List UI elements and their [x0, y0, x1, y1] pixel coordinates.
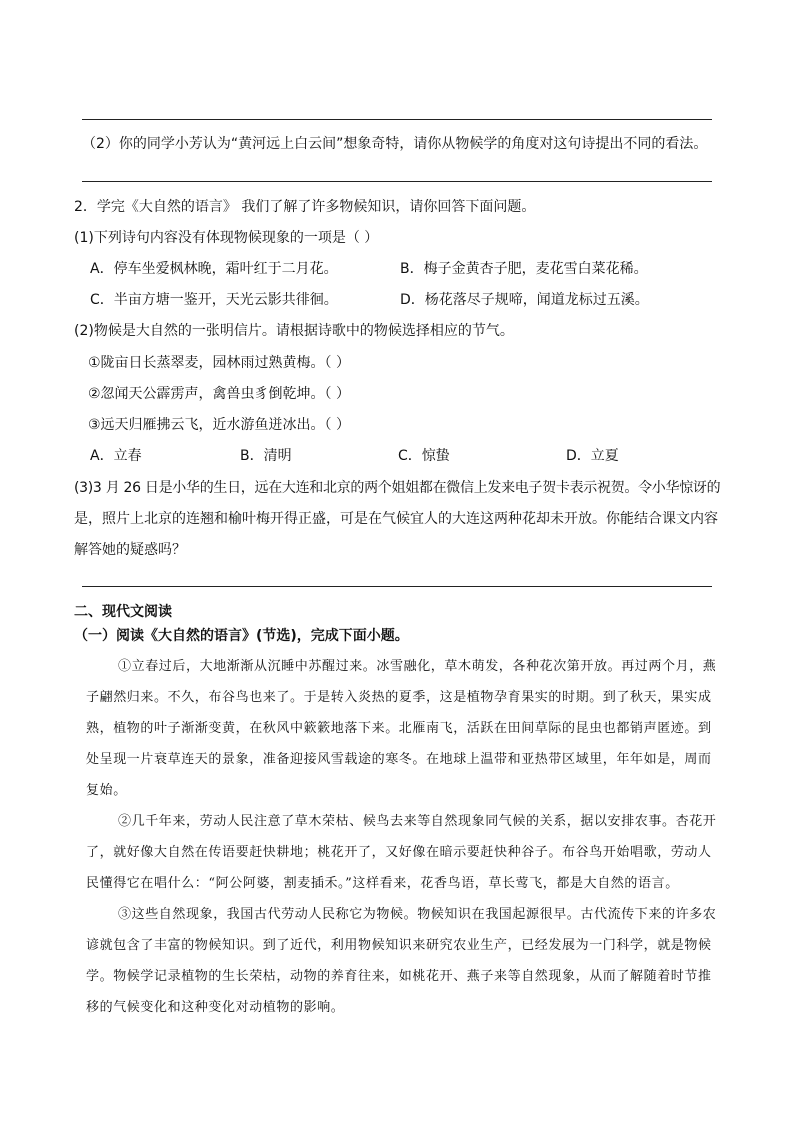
poem-item-2: ②忽闻天公霹雳声，禽兽虫豸倒乾坤。（ ）	[88, 386, 350, 402]
q2-sub3-line: (3)3 月 26 日是小华的生日，远在大连和北京的两个姐姐都在微信上发来电子贺卡表示祝贺。令小华惊讶的	[74, 480, 721, 496]
answer-line	[82, 586, 712, 587]
q2-sub3-line: 解答她的疑惑吗？	[74, 542, 186, 558]
passage-line: ①立春过后，大地渐渐从沉睡中苏醒过来。冰雪融化，草木萌发，各种花次第开放。再过两个月，燕	[118, 659, 717, 674]
poem-item-1: ①陇亩日长蒸翠麦，园林雨过熟黄梅。（ ）	[88, 355, 350, 371]
choice-b: B．清明	[240, 448, 292, 464]
passage-line: 复始。	[86, 783, 127, 798]
q2-sub3-line: 是，照片上北京的连翘和榆叶梅开得正盛，可是在气候宜人的大连这两种花却未开放。你能结合课文内容	[74, 511, 718, 527]
passage-line: 谚就包含了丰富的物候知识。到了近代，利用物候知识来研究农业生产，已经发展为一门科学，就是物候	[86, 938, 712, 953]
option-c: C．半亩方塘一鉴开，天光云影共徘徊。	[90, 292, 338, 308]
section-heading: 二、现代文阅读	[74, 604, 172, 620]
option-d: D．杨花落尽子规啼，闻道龙标过五溪。	[400, 292, 649, 308]
passage-line: 了，就好像大自然在传语要赶快耕地；桃花开了，又好像在暗示要赶快种谷子。布谷鸟开始唱歌，劳动人	[86, 845, 712, 860]
passage-line: 移的气候变化和这种变化对动植物的影响。	[86, 1000, 345, 1015]
answer-line	[82, 119, 712, 120]
answer-line	[82, 181, 712, 182]
passage-line: 熟，植物的叶子渐渐变黄，在秋风中簌簌地落下来。北雁南飞，活跃在田间草际的昆虫也都销声匿迹。到	[86, 721, 712, 736]
passage-line: 民懂得它在唱什么：“阿公阿婆，割麦插禾。”这样看来，花香鸟语，草长莺飞，都是大自然的语言。	[86, 876, 679, 891]
passage-line: ②几千年来，劳动人民注意了草木荣枯、候鸟去来等自然现象同气候的关系，据以安排农事。杏花开	[118, 814, 717, 829]
section-subheading: （一）阅读《大自然的语言》(节选)，完成下面小题。	[74, 628, 409, 644]
option-a: A．停车坐爱枫林晚，霜叶红于二月花。	[90, 261, 338, 277]
passage-line: 子翩然归来。不久，布谷鸟也来了。于是转入炎热的夏季，这是植物孕育果实的时期。到了秋天，果实成	[86, 690, 712, 705]
choice-a: A．立春	[90, 448, 142, 464]
q2-sub1-question: (1)下列诗句内容没有体现物候现象的一项是（ ）	[74, 230, 379, 246]
passage-line: 学。物候学记录植物的生长荣枯，动物的养育往来，如桃花开、燕子来等自然现象，从而了解随着时节推	[86, 969, 712, 984]
option-b: B．梅子金黄杏子肥，麦花雪白菜花稀。	[400, 261, 648, 277]
q1-part2-text: （2）你的同学小芳认为“黄河远上白云间”想象奇特，请你从物候学的角度对这句诗提出不同的看法。	[82, 136, 708, 152]
passage-line: 处呈现一片衰草连天的景象，准备迎接风雪载途的寒冬。在地球上温带和亚热带区域里，年年如是，周而	[86, 752, 712, 767]
q2-sub2-question: (2)物候是大自然的一张明信片。请根据诗歌中的物候选择相应的节气。	[74, 323, 514, 339]
choice-c: C．惊蛰	[398, 448, 450, 464]
poem-item-3: ③远天归雁拂云飞，近水游鱼迸冰出。（ ）	[88, 417, 350, 433]
passage-line: ③这些自然现象，我国古代劳动人民称它为物候。物候知识在我国起源很早。古代流传下来的许多农	[118, 907, 717, 922]
q2-intro: 2．学完《大自然的语言》 我们了解了许多物候知识，请你回答下面问题。	[74, 199, 536, 215]
choice-d: D．立夏	[566, 448, 619, 464]
